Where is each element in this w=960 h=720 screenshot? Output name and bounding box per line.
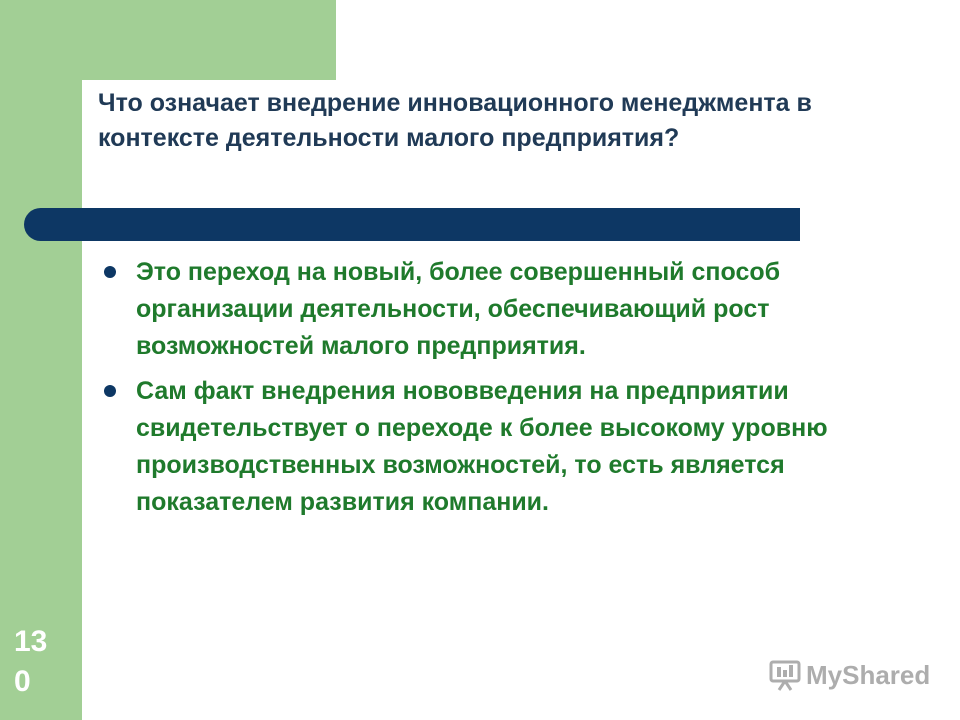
top-decorative-band [0, 0, 336, 80]
bullet-dot-icon [104, 385, 116, 397]
bullet-item [100, 373, 890, 521]
bullet-item [100, 254, 890, 365]
bullet-list [100, 254, 890, 529]
bullet-dot-icon [104, 266, 116, 278]
slide-number: 130 [14, 625, 48, 698]
bullet-text: Это переход на новый, более совершенный способ организации деятельности, обеспечивающий рост возможностей малого предприятия. [136, 258, 781, 360]
bullet-text: Сам факт внедрения нововведения на предприятии свидетельствует о переходе к более высокому уровню производственных возможностей, то есть является показателем развития компании. [136, 377, 828, 516]
slide-title: Что означает внедрение инновационного менеджмента в контексте деятельности малого предприятия? [98, 89, 812, 152]
title-divider [60, 208, 800, 241]
left-decorative-band [0, 0, 82, 720]
watermark-text: MyShared [806, 659, 931, 690]
watermark [768, 655, 930, 695]
presentation-screen-icon [768, 658, 802, 692]
